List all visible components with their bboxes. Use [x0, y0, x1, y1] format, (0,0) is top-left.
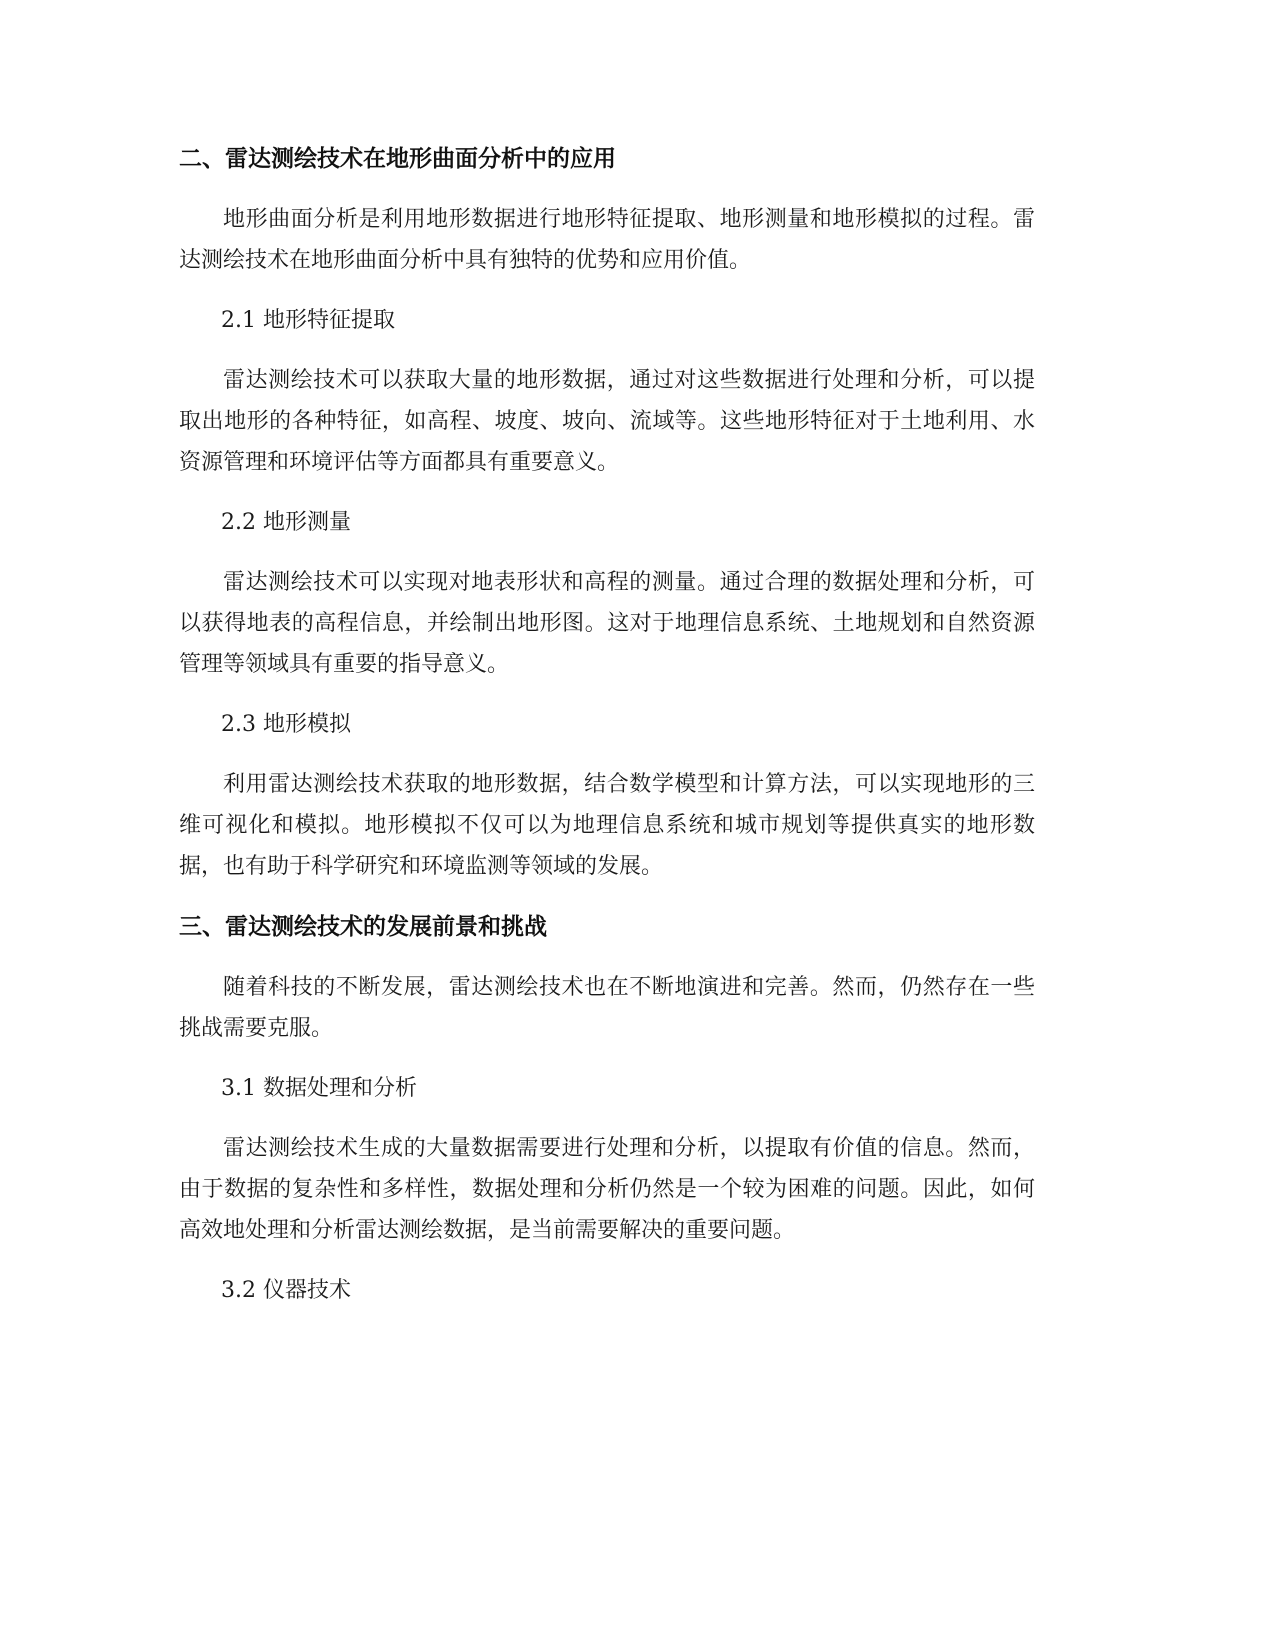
- body-paragraph: 利用雷达测绘技术获取的地形数据，结合数学模型和计算方法，可以实现地形的三维可视化和模拟。地形模拟不仅可以为地理信息系统和城市规划等提供真实的地形数据，也有助于科学研究和环境监测等领域的发展。: [179, 772, 1035, 879]
- body-paragraph: 雷达测绘技术生成的大量数据需要进行处理和分析，以提取有价值的信息。然而，由于数据的复杂性和多样性，数据处理和分析仍然是一个较为困难的问题。因此，如何高效地处理和分析雷达测绘数据，是当前需要解决的重要问题。: [179, 1136, 1035, 1243]
- subsection-title: 3.1 数据处理和分析: [221, 1076, 417, 1101]
- subsection-title: 2.3 地形模拟: [221, 712, 351, 737]
- subsection-title: 2.1 地形特征提取: [221, 308, 395, 333]
- subsection-title: 3.2 仪器技术: [221, 1278, 351, 1303]
- body-paragraph: 雷达测绘技术可以实现对地表形状和高程的测量。通过合理的数据处理和分析，可以获得地表的高程信息，并绘制出地形图。这对于地理信息系统、土地规划和自然资源管理等领域具有重要的指导意义。: [179, 570, 1035, 677]
- subsection-title: 2.2 地形测量: [221, 510, 351, 535]
- body-paragraph: 雷达测绘技术可以获取大量的地形数据，通过对这些数据进行处理和分析，可以提取出地形的各种特征，如高程、坡度、坡向、流域等。这些地形特征对于土地利用、水资源管理和环境评估等方面都具有重要意义。: [179, 368, 1035, 475]
- document-page: [179, 138, 1035, 1311]
- section-heading: 三、雷达测绘技术的发展前景和挑战: [179, 914, 547, 940]
- section-intro-paragraph: 随着科技的不断发展，雷达测绘技术也在不断地演进和完善。然而，仍然存在一些挑战需要克服。: [179, 975, 1035, 1041]
- section-heading: 二、雷达测绘技术在地形曲面分析中的应用: [179, 146, 616, 172]
- section-intro-paragraph: 地形曲面分析是利用地形数据进行地形特征提取、地形测量和地形模拟的过程。雷达测绘技术在地形曲面分析中具有独特的优势和应用价值。: [179, 207, 1035, 273]
